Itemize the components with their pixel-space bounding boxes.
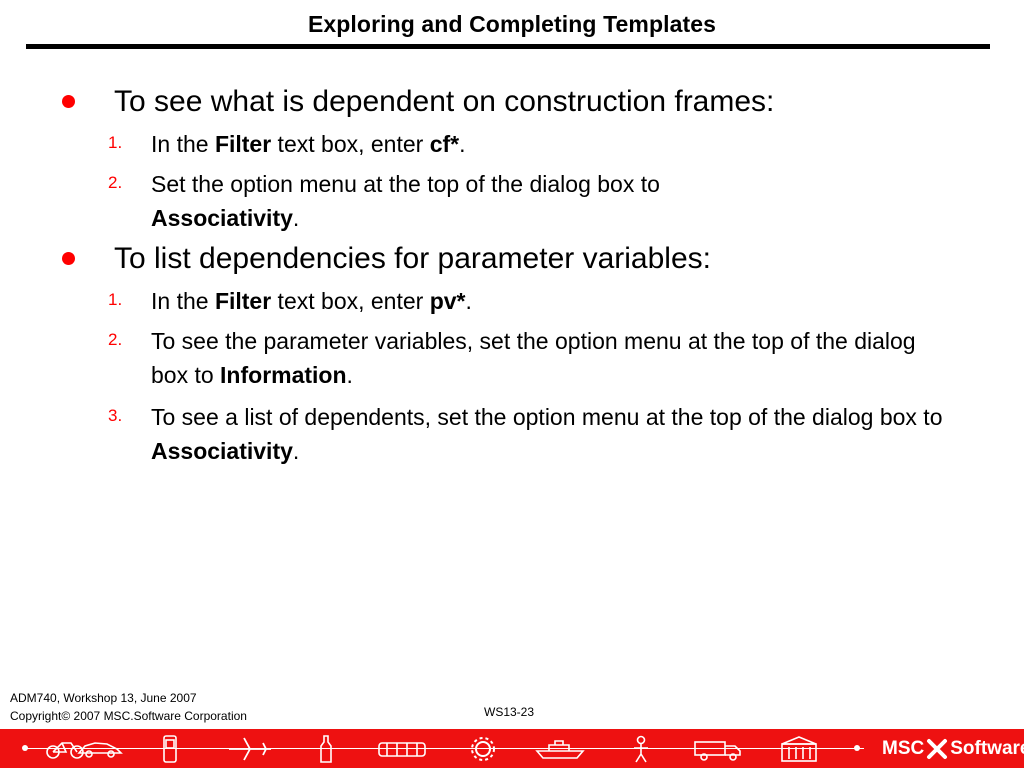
msc-software-logo [882, 737, 1035, 761]
train-icon [377, 734, 427, 764]
bottle-icon [301, 734, 351, 764]
logo-text-msc: MSC [882, 738, 925, 759]
person-icon [616, 734, 666, 764]
bar-dot [854, 745, 860, 751]
step-text: Set the option menu at the top of the dialog box to Associativity. [151, 171, 660, 231]
building-icon [774, 734, 824, 764]
step-text: To see the parameter variables, set the option menu at the top of the dialog box to Information. [151, 328, 916, 388]
airplane-icon [225, 734, 275, 764]
logo-x-icon [926, 738, 948, 760]
footer-info [10, 689, 247, 725]
logo-mark: · [1031, 743, 1035, 755]
step-number: 2. [108, 173, 123, 192]
step-number: 3. [108, 406, 123, 425]
footer-course: ADM740, Workshop 13, June 2007 [10, 691, 197, 705]
step-number: 2. [108, 330, 123, 349]
bullet-text: To see what is dependent on construction frames: [114, 85, 775, 118]
bar-dot [22, 745, 28, 751]
page-number: WS13-23 [484, 705, 535, 719]
ship-icon [535, 734, 585, 764]
bullet-dot [62, 252, 75, 265]
step-text: In the Filter text box, enter pv*. [151, 288, 472, 314]
truck-icon [693, 734, 743, 764]
car-icon [75, 734, 125, 764]
slide-title: Exploring and Completing Templates [307, 11, 717, 37]
gear-icon [458, 734, 508, 764]
step-number: 1. [108, 133, 123, 152]
footer-copyright: Copyright© 2007 MSC.Software Corporation [10, 709, 247, 723]
footer-bar [0, 729, 1035, 768]
bullet-dot [62, 95, 75, 108]
step-text: In the Filter text box, enter cf*. [151, 131, 466, 157]
title-rule [26, 44, 990, 49]
logo-text-software: Software [950, 738, 1031, 759]
step-text: To see a list of dependents, set the option menu at the top of the dialog box to Associativity. [151, 404, 943, 464]
step-number: 1. [108, 290, 123, 309]
phone-icon [145, 734, 195, 764]
bullet-text: To list dependencies for parameter variables: [114, 242, 711, 275]
